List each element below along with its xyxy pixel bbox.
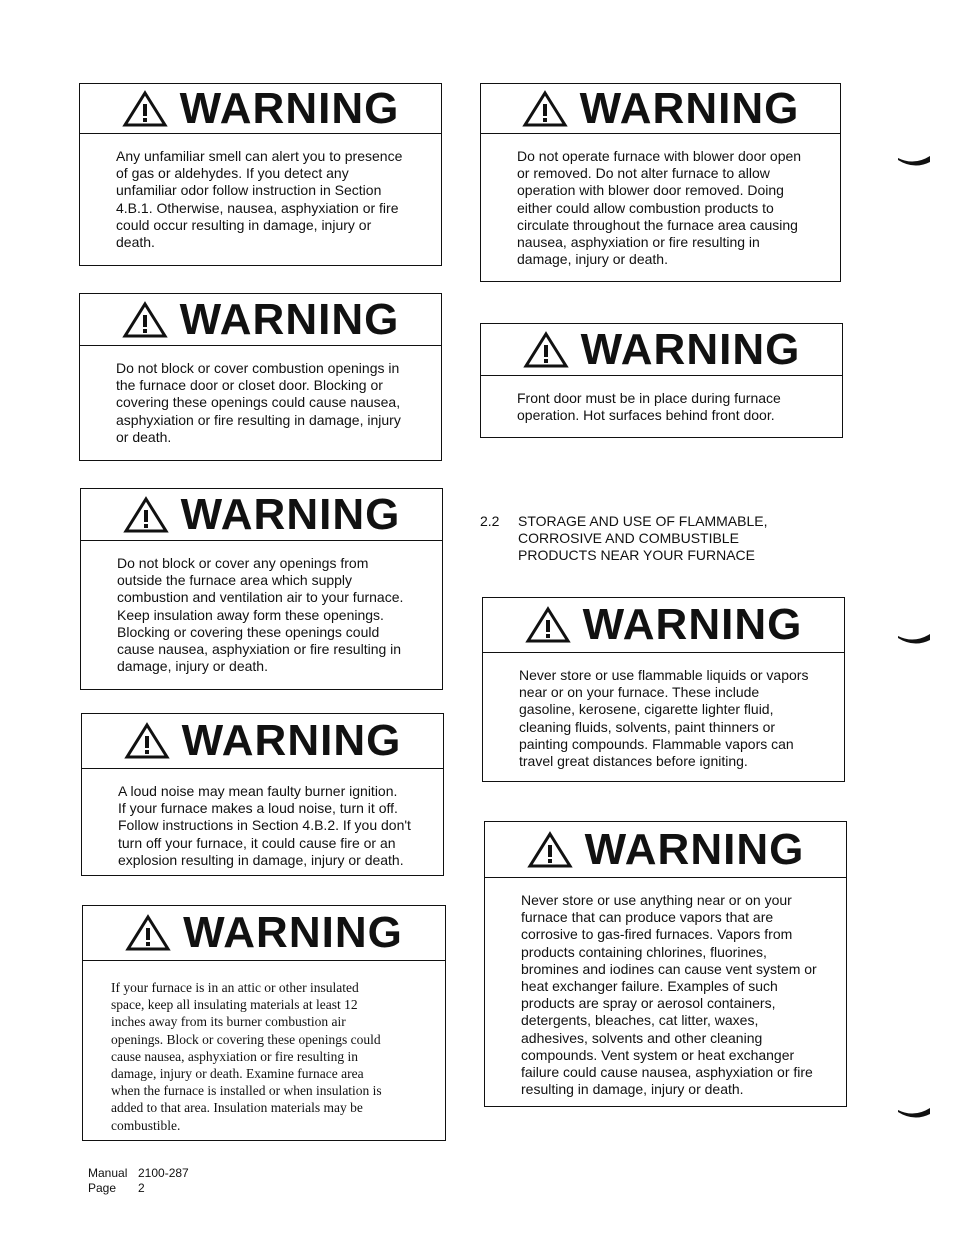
warning-message-line: combustible. [111, 1117, 181, 1133]
warning-message-line: gasoline, kerosene, cigarette lighter fluid, [519, 701, 774, 718]
warning-message-line: 4.B.1. Otherwise, nausea, asphyxiation or fire [116, 199, 399, 216]
warning-message-line: explosion resulting in damage, injury or death. [118, 851, 404, 868]
warning-header [481, 84, 840, 134]
warning-message-line: If your furnace is in an attic or other insulated [111, 980, 359, 995]
warning-message-line: resulting in damage, injury or death. [521, 1081, 744, 1098]
warning-message-line: asphyxiation or fire resulting in damage, injury [116, 411, 401, 428]
warning-header [81, 489, 442, 541]
warning-message-line: compounds. Vent system or heat exchanger [521, 1046, 795, 1063]
warning-title: WARNING [180, 489, 401, 539]
warning-title: WARNING [580, 324, 801, 374]
warning-header [481, 324, 842, 376]
warning-title: WARNING [579, 83, 800, 133]
warning-message-line: heat exchanger failure. Examples of such [521, 978, 778, 995]
warning-triangle-icon [125, 914, 171, 952]
warning-message-line: either could allow combustion products to [517, 199, 774, 216]
warning-header [80, 294, 441, 346]
warning-message-line: cause nausea, asphyxiation or fire resulting in [111, 1048, 359, 1064]
section-number: 2.2 [480, 513, 500, 529]
warning-header [82, 714, 443, 769]
warning-message-line: covering these openings could cause nausea, [116, 394, 401, 411]
warning-message-line: damage, injury or death. [517, 251, 668, 268]
page-number: 2 [138, 1181, 145, 1195]
section-title [518, 513, 838, 564]
binding-mark [896, 1102, 932, 1122]
warning-message-line: corrosive to gas-fired furnaces. Vapors from [521, 926, 793, 943]
warning-triangle-icon [522, 90, 568, 128]
warning-message [82, 769, 443, 879]
warning-header [83, 906, 445, 961]
warning-message [481, 376, 842, 434]
warning-message-line: damage, injury or death. Examine furnace area [111, 1066, 364, 1082]
warning-message-line: nausea, asphyxiation or fire resulting in [517, 234, 760, 251]
warning-message-line: Front door must be in place during furnace [517, 390, 781, 406]
warning-message-line: the furnace door or closet door. Blocking or [116, 377, 383, 394]
warning-message-line: or death. [116, 428, 172, 445]
warning-message-line: inches away from its burner combustion air [111, 1014, 346, 1030]
warning-message-line: space, keep all insulating materials at least 12 [111, 997, 358, 1013]
warning-message-line: Never store or use flammable liquids or vapors [519, 667, 809, 683]
warning-message [80, 346, 441, 456]
warning-box [480, 323, 843, 438]
warning-message [81, 541, 442, 685]
warning-title: WARNING [582, 600, 803, 649]
warning-message-line: Keep insulation away form these openings. [117, 606, 384, 623]
warning-message-line: adhesives, solvents and other cleaning [521, 1029, 763, 1046]
warning-box [81, 713, 444, 876]
warning-message-line: Do not operate furnace with blower door open [517, 148, 802, 164]
warning-message-line: products are spray or aerosol containers, [521, 995, 776, 1012]
binding-mark [896, 150, 932, 170]
warning-message-line: travel great distances before igniting. [519, 753, 748, 770]
page-footer [88, 1166, 189, 1196]
warning-message-line: Follow instructions in Section 4.B.2. If you don't [118, 817, 411, 834]
warning-message [483, 653, 844, 780]
section-title-line: PRODUCTS NEAR YOUR FURNACE [518, 547, 755, 563]
warning-message-line: cleaning fluids, solvents, paint thinners or [519, 718, 776, 735]
warning-header [485, 822, 846, 878]
warning-message-line: damage, injury or death. [117, 658, 268, 675]
warning-message-line: Blocking or covering these openings could [117, 623, 380, 640]
warning-message-line: could occur resulting in damage, injury or [116, 216, 372, 233]
warning-message-line: Any unfamiliar smell can alert you to presence [116, 148, 403, 164]
section-title-line: STORAGE AND USE OF FLAMMABLE, [518, 513, 768, 529]
warning-box [482, 597, 845, 782]
page-label: Page [88, 1181, 117, 1195]
warning-triangle-icon [525, 606, 571, 644]
warning-box [82, 905, 446, 1141]
warning-box [484, 821, 847, 1107]
warning-message-line: unfamiliar odor follow instruction in Section [116, 182, 382, 199]
warning-header [483, 598, 844, 653]
warning-triangle-icon [527, 831, 573, 869]
warning-message-line: turn off your furnace, it could cause fire or an [118, 834, 396, 851]
section-title-line: CORROSIVE AND COMBUSTIBLE [518, 530, 739, 546]
warning-title: WARNING [181, 716, 402, 765]
warning-message-line: or removed. Do not alter furnace to allow [517, 165, 770, 182]
warning-title: WARNING [584, 824, 805, 874]
warning-message [83, 961, 445, 1144]
warning-message-line: when the furnace is installed or when insulation is [111, 1083, 382, 1099]
warning-message-line: furnace that can produce vapors that are [521, 909, 774, 926]
warning-title: WARNING [179, 83, 400, 133]
warning-message-line: Do not block or cover any openings from [117, 555, 369, 571]
warning-box [80, 488, 443, 690]
warning-message-line: circulate throughout the furnace area causing [517, 216, 798, 233]
warning-header [80, 84, 441, 134]
warning-title: WARNING [179, 294, 400, 344]
manual-number: 2100-287 [138, 1166, 189, 1180]
warning-box [480, 83, 841, 282]
warning-message-line: products containing chlorines, fluorines, [521, 943, 767, 960]
warning-message-line: If your furnace makes a loud noise, turn it off. [118, 800, 398, 817]
warning-triangle-icon [123, 496, 169, 534]
warning-message-line: Never store or use anything near or on your [521, 892, 792, 908]
warning-title: WARNING [183, 908, 403, 957]
warning-box [79, 83, 442, 266]
warning-triangle-icon [124, 722, 170, 760]
warning-message-line: outside the furnace area which supply [117, 572, 353, 589]
warning-message [481, 134, 840, 278]
warning-triangle-icon [122, 301, 168, 339]
warning-triangle-icon [523, 331, 569, 369]
warning-message-line: death. [116, 234, 155, 251]
manual-label: Manual [88, 1166, 128, 1180]
warning-message [485, 878, 846, 1108]
warning-message-line: added to that area. Insulation materials may be [111, 1100, 363, 1116]
warning-message-line: bromines and iodines can cause vent system or [521, 960, 817, 977]
warning-message-line: failure could cause nausea, asphyxiation or fire [521, 1064, 813, 1081]
warning-message-line: of gas or aldehydes. If you detect any [116, 165, 349, 182]
warning-message-line: detergents, bleaches, cat litter, waxes, [521, 1012, 759, 1029]
warning-message-line: near or on your furnace. These include [519, 684, 760, 701]
warning-message-line: cause nausea, asphyxiation or fire resulting in [117, 641, 402, 658]
warning-message-line: Do not block or cover combustion openings in [116, 360, 400, 376]
warning-box [79, 293, 442, 461]
warning-message-line: operation. Hot surfaces behind front door. [517, 407, 775, 424]
warning-message [80, 134, 441, 261]
warning-message-line: operation with blower door removed. Doing [517, 182, 784, 199]
warning-message-line: A loud noise may mean faulty burner ignition. [118, 783, 398, 799]
binding-mark [896, 628, 932, 648]
warning-message-line: painting compounds. Flammable vapors can [519, 735, 794, 752]
warning-message-line: combustion and ventilation air to your furnace. [117, 589, 404, 606]
warning-triangle-icon [122, 90, 168, 128]
warning-message-line: openings. Block or covering these openings could [111, 1031, 381, 1047]
